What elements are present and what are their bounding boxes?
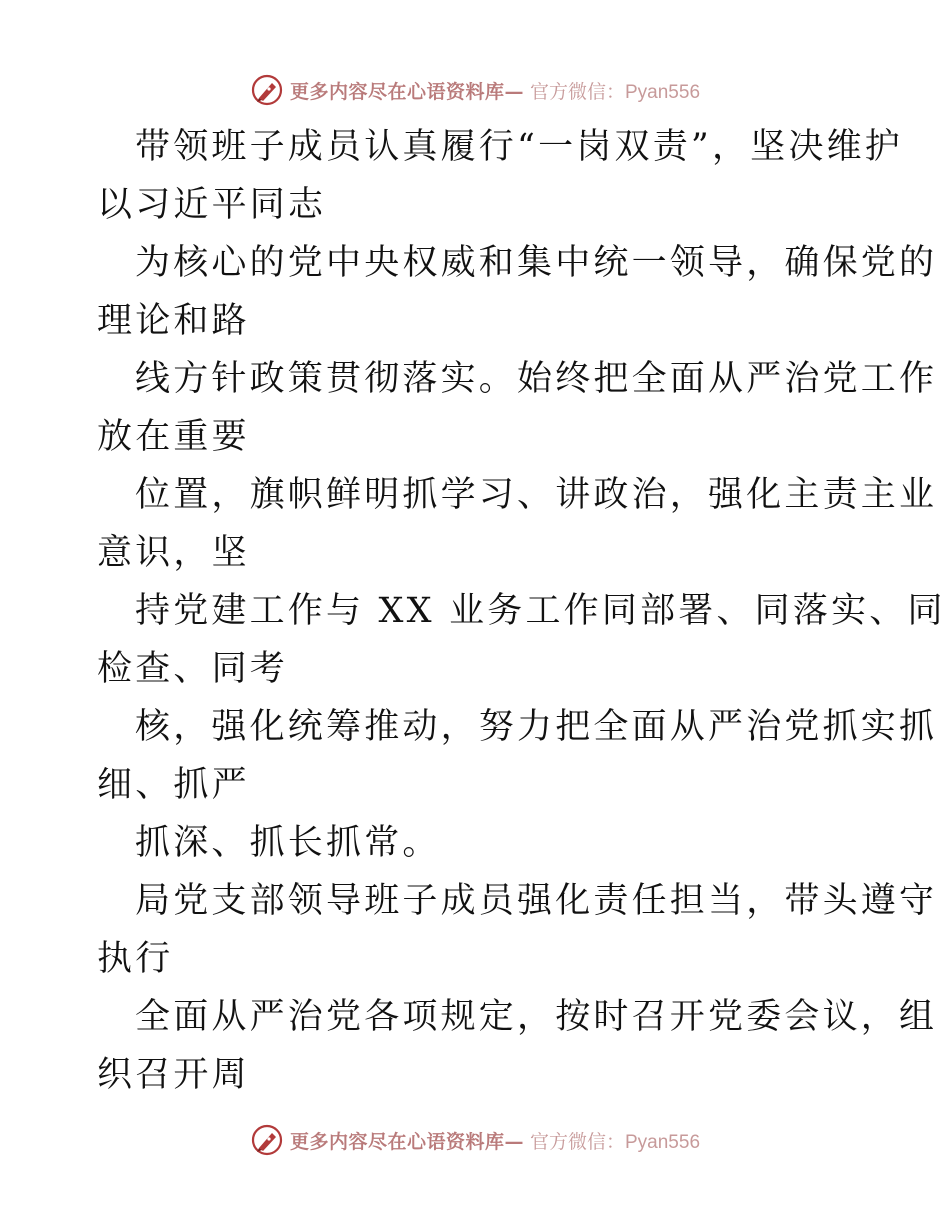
body-line: 核，强化统筹推动，努力把全面从严治党抓实抓 — [135, 707, 938, 747]
body-line: 为核心的党中央权威和集中统一领导，确保党的 — [135, 243, 938, 283]
body-line: 位置，旗帜鲜明抓学习、讲政治，强化主责主业 — [135, 475, 938, 515]
watermark-contact: 官方微信：Pyan556 — [530, 1131, 701, 1153]
body-line: 全面从严治党各项规定，按时召开党委会议，组 — [135, 997, 938, 1037]
body-line: 抓深、抓长抓常。 — [135, 823, 441, 863]
body-line: 带领班子成员认真履行“一岗双责”，坚决维护 — [135, 127, 903, 167]
document-body — [97, 118, 946, 1104]
header-watermark — [0, 70, 950, 110]
body-line: 以习近平同志 — [97, 185, 327, 225]
pen-logo-icon — [250, 73, 284, 107]
watermark-contact: 官方微信：Pyan556 — [530, 81, 701, 103]
watermark-brand: 更多内容尽在心语资料库— — [289, 80, 524, 103]
body-line: 意识，坚 — [97, 533, 250, 573]
footer-watermark — [0, 1120, 950, 1160]
body-line: 细、抓严 — [97, 765, 250, 805]
pen-logo-icon — [250, 1123, 284, 1157]
body-line: 放在重要 — [97, 417, 250, 457]
body-line: 持党建工作与 XX 业务工作同部署、同落实、同 — [135, 591, 946, 631]
body-line: 织召开周 — [97, 1055, 250, 1095]
body-line: 局党支部领导班子成员强化责任担当，带头遵守 — [135, 881, 938, 921]
body-line: 执行 — [97, 939, 174, 979]
body-line: 检查、同考 — [97, 649, 289, 689]
watermark-brand: 更多内容尽在心语资料库— — [289, 1130, 524, 1153]
body-line: 理论和路 — [97, 301, 250, 341]
body-line: 线方针政策贯彻落实。始终把全面从严治党工作 — [135, 359, 938, 399]
